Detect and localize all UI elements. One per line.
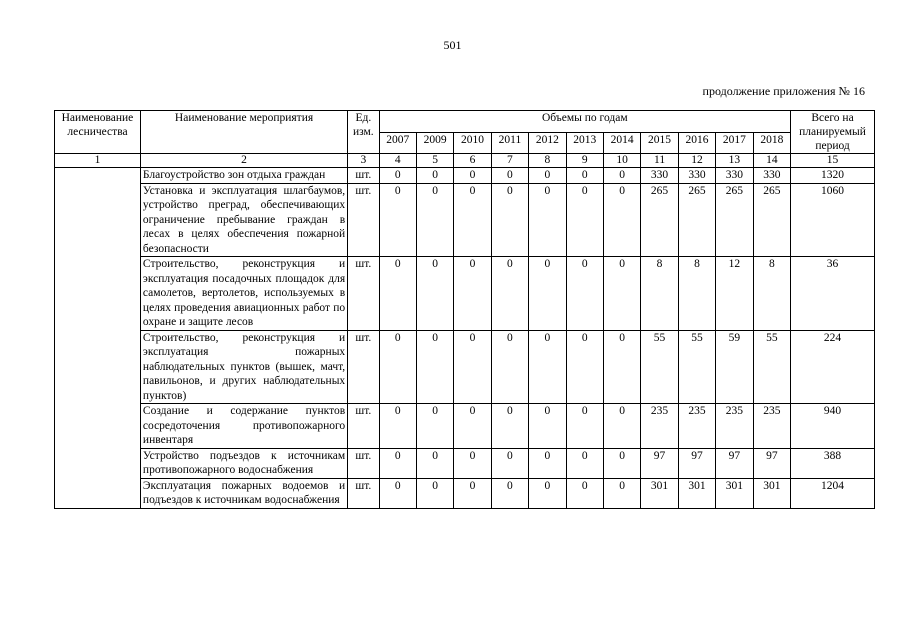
column-number: 4 <box>379 154 416 168</box>
year-value-cell: 235 <box>678 404 715 449</box>
header-year: 2012 <box>529 132 566 154</box>
table-row <box>55 330 875 404</box>
year-value-cell: 265 <box>716 183 753 257</box>
unit-cell: шт. <box>348 330 379 404</box>
column-number: 1 <box>55 154 141 168</box>
column-number: 2 <box>140 154 347 168</box>
year-value-cell: 12 <box>716 257 753 331</box>
table-row <box>55 478 875 508</box>
measure-name: Создание и содержание пунктов сосредоточения противопожарного инвентаря <box>140 404 347 449</box>
measure-name: Благоустройство зон отдыха граждан <box>140 168 347 184</box>
year-value-cell: 0 <box>491 404 528 449</box>
year-value-cell: 235 <box>716 404 753 449</box>
column-number: 11 <box>641 154 678 168</box>
year-value-cell: 0 <box>379 257 416 331</box>
year-value-cell: 330 <box>716 168 753 184</box>
column-number: 5 <box>416 154 453 168</box>
measure-name: Строительство, реконструкция и эксплуатация посадочных площадок для самолетов, вертолетов, используемых в целях проведения авиационных работ по охране и защите лесов <box>140 257 347 331</box>
year-value-cell: 0 <box>603 257 640 331</box>
measure-name: Установка и эксплуатация шлагбаумов, устройство преград, обеспечивающих ограничение пребывание граждан в лесах в целях обеспечения пожарной безопасности <box>140 183 347 257</box>
column-number: 9 <box>566 154 603 168</box>
year-value-cell: 0 <box>603 478 640 508</box>
year-value-cell: 97 <box>641 448 678 478</box>
header-year: 2011 <box>491 132 528 154</box>
column-number: 12 <box>678 154 715 168</box>
total-cell: 224 <box>791 330 875 404</box>
year-value-cell: 55 <box>678 330 715 404</box>
year-value-cell: 0 <box>491 183 528 257</box>
year-value-cell: 0 <box>416 404 453 449</box>
header-year: 2009 <box>416 132 453 154</box>
page-number: 501 <box>443 38 462 52</box>
year-value-cell: 0 <box>566 257 603 331</box>
year-value-cell: 97 <box>753 448 791 478</box>
unit-cell: шт. <box>348 257 379 331</box>
year-value-cell: 0 <box>379 183 416 257</box>
column-number: 15 <box>791 154 875 168</box>
year-value-cell: 0 <box>454 404 491 449</box>
header-year: 2014 <box>603 132 640 154</box>
column-number: 14 <box>753 154 791 168</box>
year-value-cell: 0 <box>529 404 566 449</box>
year-value-cell: 55 <box>753 330 791 404</box>
header-year: 2018 <box>753 132 791 154</box>
measures-table <box>54 110 875 509</box>
column-number: 8 <box>529 154 566 168</box>
year-value-cell: 330 <box>753 168 791 184</box>
year-value-cell: 0 <box>529 168 566 184</box>
year-value-cell: 0 <box>379 330 416 404</box>
year-value-cell: 0 <box>566 330 603 404</box>
year-value-cell: 55 <box>641 330 678 404</box>
year-value-cell: 0 <box>416 183 453 257</box>
year-value-cell: 0 <box>491 330 528 404</box>
year-value-cell: 0 <box>529 257 566 331</box>
year-value-cell: 0 <box>454 168 491 184</box>
year-value-cell: 0 <box>603 448 640 478</box>
header-year: 2013 <box>566 132 603 154</box>
total-cell: 388 <box>791 448 875 478</box>
measure-name: Эксплуатация пожарных водоемов и подъездов к источникам водоснабжения <box>140 478 347 508</box>
year-value-cell: 301 <box>678 478 715 508</box>
table-row <box>55 183 875 257</box>
year-value-cell: 0 <box>603 330 640 404</box>
header-row-top <box>55 111 875 133</box>
measure-name: Строительство, реконструкция и эксплуатация пожарных наблюдательных пунктов (вышек, мачт, павильонов, и других наблюдательных пунктов) <box>140 330 347 404</box>
total-cell: 1320 <box>791 168 875 184</box>
year-value-cell: 0 <box>491 478 528 508</box>
year-value-cell: 0 <box>454 448 491 478</box>
year-value-cell: 0 <box>416 448 453 478</box>
year-value-cell: 0 <box>379 404 416 449</box>
year-value-cell: 97 <box>678 448 715 478</box>
year-value-cell: 0 <box>416 168 453 184</box>
header-year: 2017 <box>716 132 753 154</box>
measure-name: Устройство подъездов к источникам противопожарного водоснабжения <box>140 448 347 478</box>
year-value-cell: 0 <box>416 330 453 404</box>
year-value-cell: 265 <box>678 183 715 257</box>
year-value-cell: 0 <box>566 448 603 478</box>
year-value-cell: 0 <box>416 257 453 331</box>
total-cell: 940 <box>791 404 875 449</box>
continuation-note: продолжение приложения № 16 <box>702 84 865 98</box>
table-row <box>55 448 875 478</box>
year-value-cell: 0 <box>454 183 491 257</box>
year-value-cell: 0 <box>566 183 603 257</box>
header-unit: Ед. изм. <box>348 111 379 154</box>
header-volumes-by-year: Объемы по годам <box>379 111 791 133</box>
year-value-cell: 0 <box>603 168 640 184</box>
forestry-cell <box>55 168 141 509</box>
column-number: 6 <box>454 154 491 168</box>
year-value-cell: 0 <box>529 330 566 404</box>
table-row <box>55 404 875 449</box>
year-value-cell: 59 <box>716 330 753 404</box>
year-value-cell: 0 <box>379 448 416 478</box>
year-value-cell: 0 <box>603 183 640 257</box>
year-value-cell: 301 <box>641 478 678 508</box>
total-cell: 1060 <box>791 183 875 257</box>
header-year: 2016 <box>678 132 715 154</box>
header-total: Всего на планируемый период <box>791 111 875 154</box>
year-value-cell: 0 <box>379 478 416 508</box>
header-forestry: Наименование лесничества <box>55 111 141 154</box>
unit-cell: шт. <box>348 448 379 478</box>
year-value-cell: 0 <box>454 330 491 404</box>
year-value-cell: 265 <box>753 183 791 257</box>
year-value-cell: 0 <box>454 478 491 508</box>
year-value-cell: 0 <box>566 168 603 184</box>
table-row <box>55 257 875 331</box>
column-number: 3 <box>348 154 379 168</box>
year-value-cell: 0 <box>603 404 640 449</box>
header-year: 2010 <box>454 132 491 154</box>
year-value-cell: 301 <box>753 478 791 508</box>
total-cell: 1204 <box>791 478 875 508</box>
year-value-cell: 0 <box>529 478 566 508</box>
year-value-cell: 0 <box>491 448 528 478</box>
year-value-cell: 0 <box>529 448 566 478</box>
column-number: 13 <box>716 154 753 168</box>
year-value-cell: 8 <box>753 257 791 331</box>
year-value-cell: 97 <box>716 448 753 478</box>
year-value-cell: 0 <box>529 183 566 257</box>
year-value-cell: 0 <box>566 478 603 508</box>
column-number: 7 <box>491 154 528 168</box>
year-value-cell: 0 <box>566 404 603 449</box>
total-cell: 36 <box>791 257 875 331</box>
year-value-cell: 0 <box>491 168 528 184</box>
header-year: 2007 <box>379 132 416 154</box>
unit-cell: шт. <box>348 168 379 184</box>
unit-cell: шт. <box>348 404 379 449</box>
table-row <box>55 168 875 184</box>
unit-cell: шт. <box>348 183 379 257</box>
column-number: 10 <box>603 154 640 168</box>
year-value-cell: 0 <box>379 168 416 184</box>
header-year: 2015 <box>641 132 678 154</box>
year-value-cell: 0 <box>416 478 453 508</box>
year-value-cell: 330 <box>678 168 715 184</box>
column-numbers-row <box>55 154 875 168</box>
year-value-cell: 8 <box>641 257 678 331</box>
year-value-cell: 235 <box>641 404 678 449</box>
year-value-cell: 235 <box>753 404 791 449</box>
header-measure: Наименование мероприятия <box>140 111 347 154</box>
year-value-cell: 0 <box>454 257 491 331</box>
year-value-cell: 301 <box>716 478 753 508</box>
year-value-cell: 0 <box>491 257 528 331</box>
year-value-cell: 265 <box>641 183 678 257</box>
year-value-cell: 8 <box>678 257 715 331</box>
year-value-cell: 330 <box>641 168 678 184</box>
unit-cell: шт. <box>348 478 379 508</box>
